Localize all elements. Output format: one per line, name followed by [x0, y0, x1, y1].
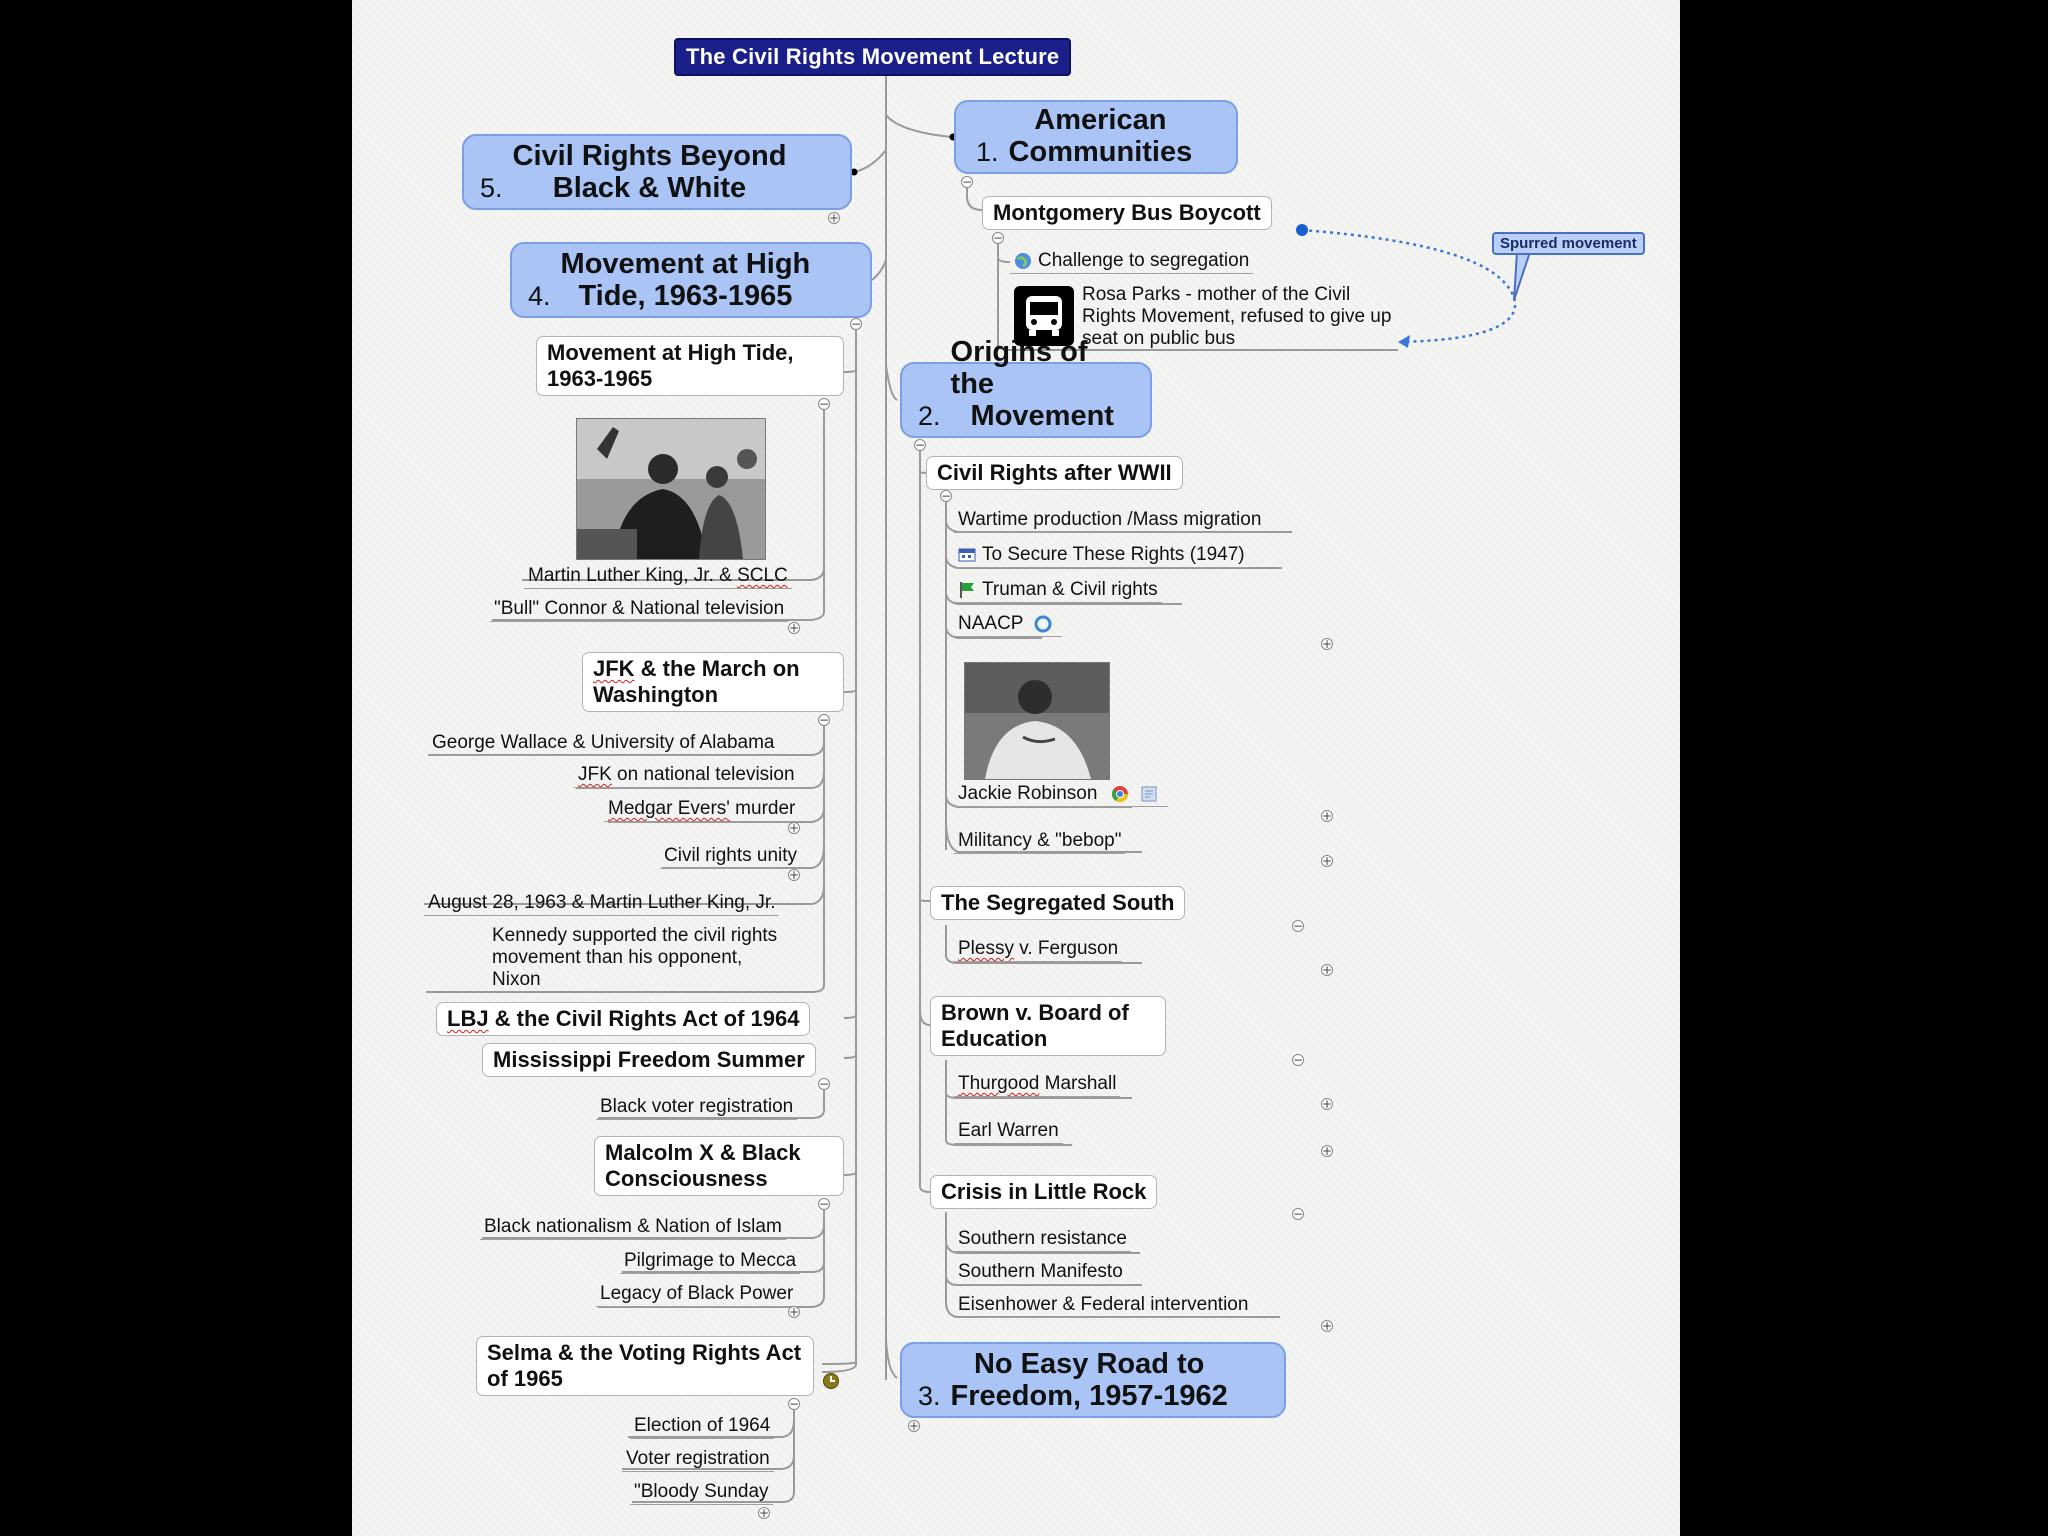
- title-text: The Civil Rights Movement Lecture: [686, 44, 1060, 69]
- clock-icon: [822, 1372, 840, 1390]
- flag-icon: [958, 581, 976, 599]
- leaf-bloody-sunday[interactable]: [630, 1481, 773, 1505]
- subtopic-label: JFK: [593, 656, 635, 681]
- subtopic-label: The Segregated South: [941, 890, 1175, 915]
- subtopic-label: Malcolm X & Black Consciousness: [605, 1140, 801, 1191]
- subtopic-brown-v-board[interactable]: [930, 996, 1166, 1056]
- leaf-text: Martin Luther King, Jr. &: [528, 565, 738, 586]
- topic-number: 1.: [976, 137, 999, 167]
- leaf-eisenhower[interactable]: [954, 1294, 1252, 1318]
- leaf-text: Southern resistance: [958, 1228, 1127, 1249]
- leaf-black-nationalism[interactable]: [480, 1216, 786, 1240]
- collapse-icon[interactable]: −: [819, 713, 830, 727]
- leaf-text: v. Ferguson: [1013, 938, 1119, 959]
- collapse-icon[interactable]: −: [851, 317, 862, 331]
- leaf-southern-manifesto[interactable]: [954, 1261, 1127, 1285]
- subtopic-crisis-little-rock[interactable]: [930, 1175, 1157, 1209]
- leaf-text: Civil rights unity: [664, 845, 798, 866]
- collapse-icon[interactable]: −: [941, 489, 952, 503]
- target-icon: [1034, 615, 1052, 633]
- leaf-text: Militancy & "bebop": [958, 830, 1122, 851]
- subtopic-label: & the Civil Rights Act of 1964: [488, 1006, 800, 1031]
- leaf-text: "Bloody Sunday: [634, 1481, 769, 1502]
- collapse-icon[interactable]: −: [993, 231, 1004, 245]
- leaf-text: Challenge to segregation: [1038, 250, 1250, 271]
- expand-icon[interactable]: +: [909, 1419, 920, 1433]
- expand-icon[interactable]: +: [789, 821, 800, 835]
- mind-map-canvas: [352, 0, 1680, 1536]
- expand-icon[interactable]: +: [1322, 854, 1333, 868]
- subtopic-label: Montgomery Bus Boycott: [993, 200, 1261, 225]
- jackie-robinson-photo: [964, 662, 1110, 780]
- topic-no-easy-road[interactable]: [900, 1342, 1286, 1418]
- note-icon: [1140, 785, 1158, 803]
- leaf-kennedy-supported[interactable]: [488, 925, 788, 992]
- subtopic-segregated-south[interactable]: [930, 886, 1185, 920]
- subtopic-label: & the March on Washington: [593, 656, 800, 707]
- leaf-text: Black nationalism & Nation of Islam: [484, 1216, 782, 1237]
- expand-icon[interactable]: +: [1322, 1319, 1333, 1333]
- leaf-challenge-to-segregation[interactable]: [1010, 250, 1253, 274]
- leaf-medgar-evers[interactable]: [604, 798, 799, 822]
- leaf-pilgrimage-to-mecca[interactable]: [620, 1250, 800, 1274]
- subtopic-malcolm-x[interactable]: [594, 1136, 844, 1196]
- topic-line-2: Communities: [1008, 136, 1193, 168]
- topic-beyond-black-white[interactable]: [462, 134, 852, 210]
- leaf-text: To Secure These Rights (1947): [982, 544, 1245, 565]
- collapse-icon[interactable]: −: [819, 1077, 830, 1091]
- subtopic-label: Brown v. Board of Education: [941, 1000, 1129, 1051]
- leaf-text: Black voter registration: [600, 1096, 794, 1117]
- leaf-southern-resistance[interactable]: [954, 1228, 1131, 1252]
- leaf-text: George Wallace & University of Alabama: [432, 732, 775, 753]
- leaf-election-1964[interactable]: [630, 1415, 774, 1439]
- leaf-text: Marshall: [1039, 1073, 1117, 1094]
- leaf-legacy-black-power[interactable]: [596, 1283, 797, 1307]
- expand-icon[interactable]: +: [789, 621, 800, 635]
- expand-icon[interactable]: +: [759, 1506, 770, 1520]
- subtopic-label: Civil Rights after WWII: [937, 460, 1172, 485]
- leaf-george-wallace[interactable]: [428, 732, 779, 756]
- topic-line-1: Civil Rights Beyond: [512, 140, 787, 172]
- leaf-text: Plessy: [958, 938, 1014, 959]
- topic-line-2: Freedom, 1957-1962: [950, 1380, 1228, 1412]
- mlk-photo: [576, 418, 766, 560]
- leaf-militancy-bebop[interactable]: [954, 830, 1125, 854]
- expand-icon[interactable]: +: [789, 1305, 800, 1319]
- leaf-mlk-sclc[interactable]: [524, 565, 792, 589]
- leaf-text: Truman & Civil rights: [982, 579, 1158, 600]
- leaf-truman-civil-rights[interactable]: [954, 579, 1162, 603]
- subtopic-label: Movement at High Tide, 1963-1965: [547, 340, 794, 391]
- leaf-text: SCLC: [737, 565, 788, 586]
- expand-icon[interactable]: +: [1322, 1144, 1333, 1158]
- collapse-icon[interactable]: −: [1293, 1207, 1304, 1221]
- leaf-text: Wartime production /Mass migration: [958, 509, 1262, 530]
- leaf-jackie-robinson[interactable]: [954, 783, 1168, 807]
- subtopic-montgomery-bus-boycott[interactable]: [982, 196, 1272, 230]
- subtopic-label: Selma & the Voting Rights Act of 1965: [487, 1340, 802, 1391]
- calendar-icon: [958, 548, 976, 562]
- leaf-text: Legacy of Black Power: [600, 1283, 794, 1304]
- expand-icon[interactable]: +: [1322, 809, 1333, 823]
- collapse-icon[interactable]: −: [819, 397, 830, 411]
- topic-number: 3.: [918, 1381, 941, 1411]
- leaf-text: JFK: [578, 764, 612, 785]
- callout-spurred-movement[interactable]: [1492, 232, 1645, 255]
- topic-line-2: Tide, 1963-1965: [578, 280, 793, 312]
- leaf-august-28-1963[interactable]: [424, 892, 779, 916]
- subtopic-label: Crisis in Little Rock: [941, 1179, 1147, 1204]
- leaf-text: "Bull" Connor & National television: [494, 598, 785, 619]
- leaf-naacp[interactable]: [954, 613, 1062, 637]
- subtopic-label: LBJ: [447, 1006, 489, 1031]
- leaf-black-voter-registration[interactable]: [596, 1096, 797, 1120]
- leaf-text: murder: [729, 798, 796, 819]
- subtopic-lbj-civil-rights-act[interactable]: [436, 1002, 810, 1036]
- leaf-plessy-v-ferguson[interactable]: [954, 938, 1122, 962]
- subtopic-high-tide[interactable]: [536, 336, 844, 396]
- leaf-to-secure-these-rights[interactable]: [954, 544, 1249, 568]
- collapse-icon[interactable]: −: [819, 1197, 830, 1211]
- expand-icon[interactable]: +: [789, 868, 800, 882]
- expand-icon[interactable]: +: [1322, 1097, 1333, 1111]
- leaf-bull-connor[interactable]: [490, 598, 788, 622]
- subtopic-selma-voting-rights[interactable]: [476, 1336, 814, 1396]
- leaf-text: Earl Warren: [958, 1120, 1059, 1141]
- expand-icon[interactable]: +: [829, 211, 840, 225]
- leaf-text: Southern Manifesto: [958, 1261, 1123, 1282]
- leaf-text: Pilgrimage to Mecca: [624, 1250, 797, 1271]
- leaf-text: Eisenhower & Federal intervention: [958, 1294, 1249, 1315]
- expand-icon[interactable]: +: [1322, 637, 1333, 651]
- topic-american-communities[interactable]: [954, 100, 1238, 174]
- leaf-text: Medgar Evers': [608, 798, 730, 819]
- topic-line-1: Origins of the: [950, 336, 1088, 400]
- chrome-icon: [1111, 785, 1129, 803]
- leaf-text: NAACP: [958, 613, 1024, 634]
- leaf-thurgood-marshall[interactable]: [954, 1073, 1120, 1097]
- subtopic-civil-rights-after-wwii[interactable]: [926, 456, 1183, 490]
- topic-number: 5.: [480, 173, 503, 203]
- leaf-jfk-tv[interactable]: [574, 764, 799, 788]
- topic-line-1: Movement at High: [560, 248, 811, 280]
- collapse-icon[interactable]: −: [962, 175, 973, 189]
- topic-number: 2.: [918, 401, 941, 431]
- topic-line-2: Black & White: [552, 172, 747, 204]
- collapse-icon[interactable]: −: [789, 1397, 800, 1411]
- topic-origins-of-the-movement[interactable]: [900, 336, 1152, 438]
- topic-number: 4.: [528, 281, 551, 311]
- expand-icon[interactable]: +: [1322, 963, 1333, 977]
- topic-line-2: Movement: [970, 400, 1114, 432]
- collapse-icon[interactable]: −: [1293, 919, 1304, 933]
- leaf-civil-rights-unity[interactable]: [660, 845, 801, 869]
- leaf-wartime-production[interactable]: [954, 509, 1265, 533]
- leaf-voter-registration[interactable]: [622, 1448, 774, 1472]
- subtopic-mississippi-freedom-summer[interactable]: [482, 1043, 816, 1077]
- callout-text: Spurred movement: [1500, 235, 1637, 252]
- leaf-text: Voter registration: [626, 1448, 770, 1469]
- topic-line-1: American: [1034, 104, 1167, 136]
- subtopic-label: Mississippi Freedom Summer: [493, 1047, 805, 1072]
- globe-icon: [1014, 252, 1032, 270]
- collapse-icon[interactable]: −: [1293, 1053, 1304, 1067]
- leaf-text: Rosa Parks - mother of the Civil Rights Movement, refused to give up seat on public bus: [1082, 284, 1392, 349]
- leaf-text: August 28, 1963 & Martin Luther King, Jr.: [428, 892, 776, 913]
- topic-line-1: No Easy Road to: [973, 1348, 1205, 1380]
- leaf-text: Thurgood: [958, 1073, 1040, 1094]
- leaf-text: Kennedy supported the civil rights movement than his opponent, Nixon: [492, 925, 778, 990]
- leaf-text: Election of 1964: [634, 1415, 771, 1436]
- leaf-text: on national television: [611, 764, 795, 785]
- subtopic-jfk-march[interactable]: [582, 652, 844, 712]
- central-topic-title[interactable]: [674, 38, 1071, 76]
- leaf-earl-warren[interactable]: [954, 1120, 1063, 1144]
- leaf-text: Jackie Robinson: [958, 783, 1098, 804]
- topic-movement-at-high-tide[interactable]: [510, 242, 872, 318]
- collapse-icon[interactable]: −: [915, 438, 926, 452]
